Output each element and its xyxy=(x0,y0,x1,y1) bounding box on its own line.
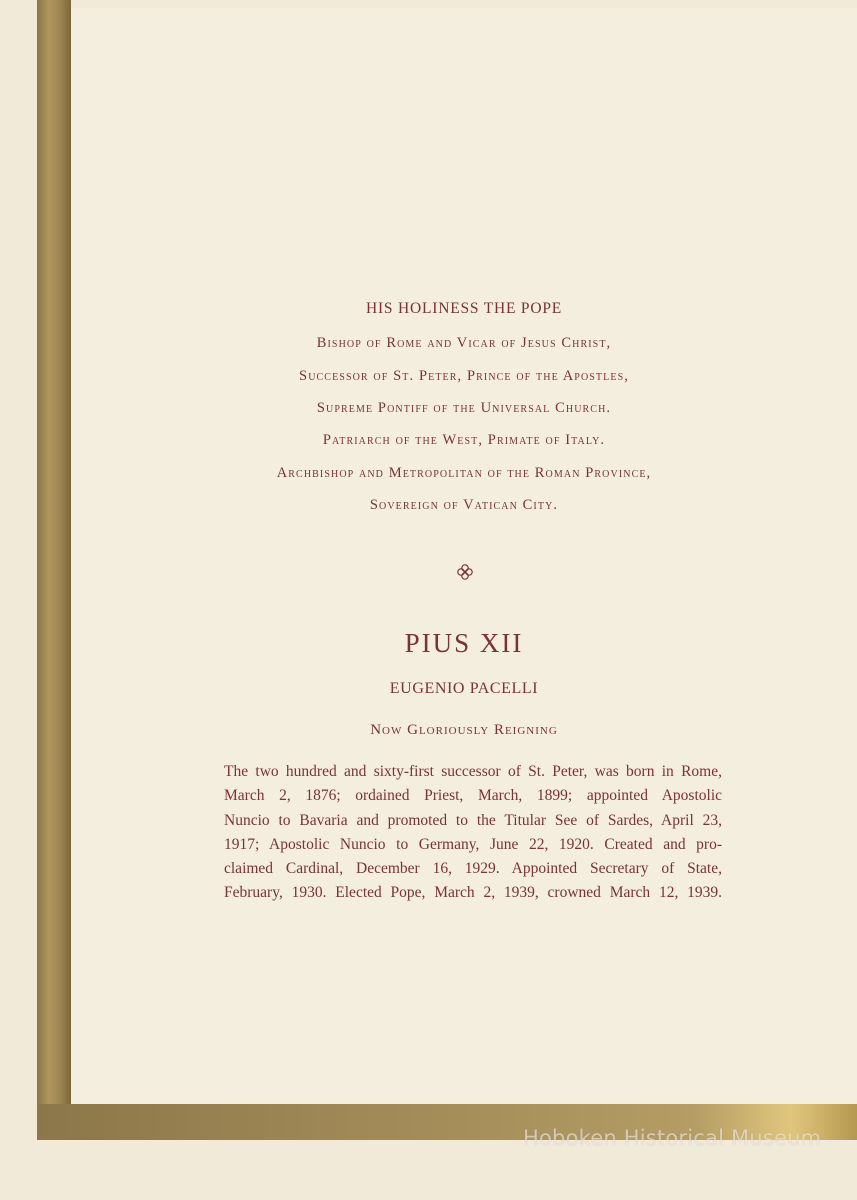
gold-border-left xyxy=(37,0,71,1140)
title-line-6: Sovereign of Vatican City. xyxy=(369,497,559,513)
biography-line: The two hundred and sixty-first successor of St. Peter, was born in Rome, xyxy=(224,763,722,780)
title-line-2: Successor of St. Peter, Prince of the Apostles, xyxy=(299,368,629,384)
title-line-4: Patriarch of the West, Primate of Italy. xyxy=(322,432,606,448)
biography-line: February, 1930. Elected Pope, March 2, 1939, crowned March 12, 1939. xyxy=(224,884,722,902)
birth-name: EUGENIO PACELLI xyxy=(389,680,539,697)
quatrefoil-ornament-icon xyxy=(456,563,474,581)
page-title: HIS HOLINESS THE POPE xyxy=(365,300,563,317)
reign-status: Now Gloriously Reigning xyxy=(370,722,558,738)
museum-watermark: Hoboken Historical Museum xyxy=(523,1126,822,1150)
biography-line: March 2, 1876; ordained Priest, March, 1899; appointed Apostolic xyxy=(224,787,722,805)
biography-line: 1917; Apostolic Nuncio to Germany, June 22, 1920. Created and pro- xyxy=(224,835,722,853)
title-line-3: Supreme Pontiff of the Universal Church. xyxy=(316,400,612,416)
biography-paragraph xyxy=(224,760,722,906)
biography-line: claimed Cardinal, December 16, 1929. Appointed Secretary of State, xyxy=(224,860,722,878)
pope-name: PIUS XII xyxy=(404,628,524,658)
biography-line: Nuncio to Bavaria and promoted to the Titular See of Sardes, April 23, xyxy=(224,811,722,829)
document-page xyxy=(71,8,857,1104)
title-line-1: Bishop of Rome and Vicar of Jesus Christ, xyxy=(316,335,612,351)
title-line-5: Archbishop and Metropolitan of the Roman Province, xyxy=(276,465,652,481)
